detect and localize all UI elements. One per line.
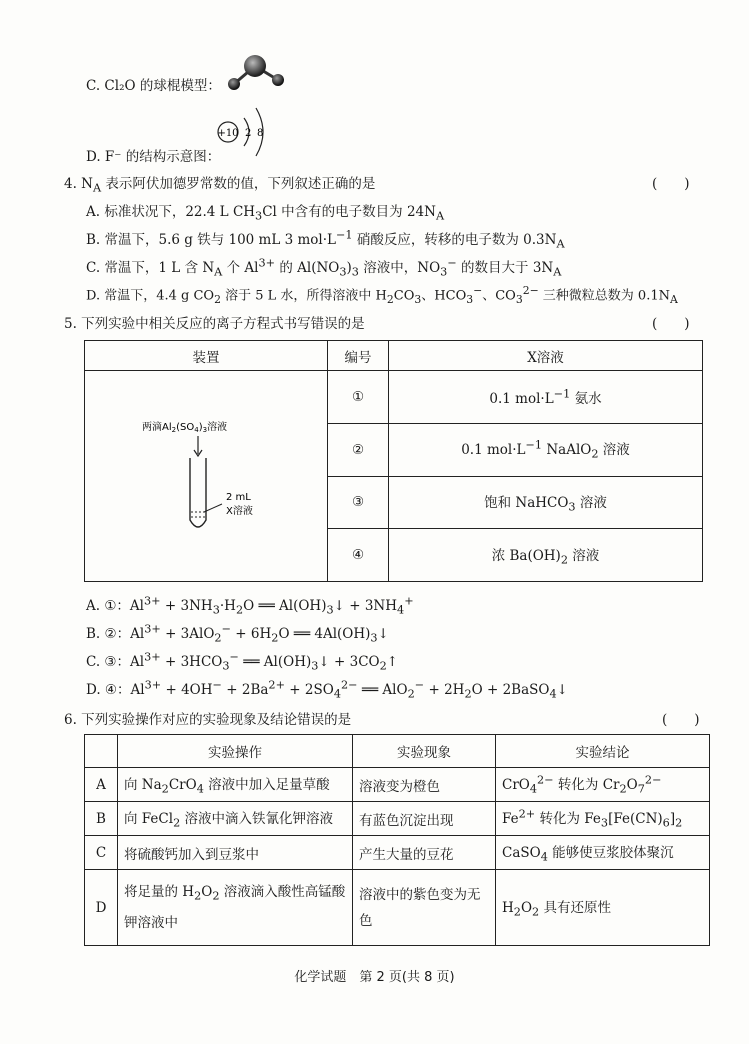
- shell-1-count: 2: [245, 128, 252, 139]
- q6-row-c-con: CaSO$_4$ 能够使豆浆胶体聚沉: [496, 836, 710, 870]
- volume-label: 2 mL: [226, 492, 251, 503]
- q6-row-b-con: $Fe^{2+}$ 转化为 $Fe_3[Fe(CN)_6]_2$: [496, 802, 710, 836]
- q5-table: [84, 340, 703, 582]
- q5-option-c: C. ③：$Al^{3+} + 3HCO_3^-$ ══ $Al(OH)_3↓$ + $3CO_2↑$: [86, 650, 399, 673]
- q5-option-a: A. ①：$Al^{3+} + 3NH_3\cdot H_2O$ ══ $Al(OH)_3↓ + 3NH_4^+$: [86, 594, 414, 617]
- q6-row-c-ph: 产生大量的豆花: [353, 836, 496, 870]
- q3-option-d: D. F⁻ 的结构示意图：: [86, 149, 221, 165]
- q5-header-apparatus: 装置: [85, 341, 328, 371]
- q4-stem: 4. $N_A$ 表示阿伏加德罗常数的值，下列叙述正确的是: [64, 176, 376, 195]
- q4-option-c: C. 常温下，1 L 含 $N_A$ 个 $Al^{3+}$ 的 $Al(NO_3)_3$ 溶液中，$NO_3^-$ 的数目大于 $3N_A$: [86, 256, 562, 279]
- q6-header-blank: [85, 735, 118, 768]
- q5-row-2-num: ②: [328, 423, 389, 476]
- q6-header-operation: 实验操作: [118, 735, 353, 768]
- q6-row-a-con: CrO$_4^{2-}$ 转化为 $Cr_2O_7^{2-}$: [496, 768, 710, 802]
- q4-option-b: B. 常温下，5.6 g 铁与 100 mL 3 $mol\cdot L^{-1}$ 硝酸反应，转移的电子数为 $0.3N_A$: [86, 228, 565, 251]
- q6-answer-paren: ( ): [662, 712, 700, 728]
- q6-stem: 6. 下列实验操作对应的实验现象及结论错误的是: [64, 712, 352, 728]
- nucleus-charge: +10: [217, 128, 239, 139]
- page-footer: 化学试题 第 2 页(共 8 页): [294, 970, 455, 985]
- q6-row-d-label: D: [85, 870, 118, 946]
- q5-row-4-num: ④: [328, 529, 389, 582]
- q5-stem: 5. 下列实验中相关反应的离子方程式书写错误的是: [64, 316, 365, 332]
- atom-structure-diagram: [214, 100, 274, 166]
- q6-row-d-ph: 溶液中的紫色变为无色: [353, 870, 496, 946]
- q5-row-2-sol: 0.1 $mol\cdot L^{-1}$ NaAlO$_2$ 溶液: [389, 423, 703, 476]
- q6-row-b-label: B: [85, 802, 118, 836]
- q5-option-d: D. ④：$Al^{3+} + 4OH^- + 2Ba^{2+} + 2SO_4^{2-}$ ══ $AlO_2^- + 2H_2O$ + 2BaSO$_4$↓: [86, 678, 568, 701]
- ball-stick-model-icon: [220, 52, 290, 96]
- q5-row-3-num: ③: [328, 476, 389, 529]
- q5-header-number: 编号: [328, 341, 389, 371]
- q6-row-c-label: C: [85, 836, 118, 870]
- q6-header-phenomenon: 实验现象: [353, 735, 496, 768]
- q5-row-4-sol: 浓 $Ba(OH)_2$ 溶液: [389, 529, 703, 582]
- q5-row-1-sol: 0.1 $mol\cdot L^{-1}$ 氨水: [389, 371, 703, 424]
- q6-header-conclusion: 实验结论: [496, 735, 710, 768]
- q5-row-3-sol: 饱和 NaHCO$_3$ 溶液: [389, 476, 703, 529]
- q6-row-c-op: 将硫酸钙加入到豆浆中: [118, 836, 353, 870]
- q6-row-b-ph: 有蓝色沉淀出现: [353, 802, 496, 836]
- q5-answer-paren: ( ): [652, 316, 690, 332]
- q4-answer-paren: ( ): [652, 176, 690, 192]
- q5-row-1-num: ①: [328, 371, 389, 424]
- q6-row-b-op: 向 FeCl$_2$ 溶液中滴入铁氰化钾溶液: [118, 802, 353, 836]
- q5-option-b: B. ②：$Al^{3+} + 3AlO_2^- + 6H_2O$ ══ $4Al(OH)_3↓$: [86, 622, 389, 645]
- shell-2-count: 8: [257, 128, 264, 139]
- q6-row-d-op: 将足量的 $H_2O_2$ 溶液滴入酸性高锰酸钾溶液中: [118, 870, 353, 946]
- q5-apparatus-cell: [85, 371, 328, 582]
- test-tube-diagram: [86, 372, 326, 580]
- x-solution-label: X溶液: [226, 506, 253, 517]
- q6-row-a-op: 向 $Na_2CrO_4$ 溶液中加入足量草酸: [118, 768, 353, 802]
- q4-option-d: D. 常温下，4.4 g $CO_2$ 溶于 5 L 水，所得溶液中 $H_2CO_3$、$HCO_3^-$、$CO_3^{2-}$ 三种微粒总数为 $0.1N_A$: [86, 284, 678, 306]
- q3-option-c: C. Cl₂O 的球棍模型：: [86, 78, 221, 94]
- drop-label: 两滴$Al_2(SO_4)_3$溶液: [142, 422, 228, 434]
- q6-row-d-con: $H_2O_2$ 具有还原性: [496, 870, 710, 946]
- q4-option-a: A. 标准状况下，22.4 L $CH_3Cl$ 中含有的电子数目为 $24N_A$: [86, 204, 445, 223]
- q6-table: [84, 734, 710, 946]
- q6-row-a-ph: 溶液变为橙色: [353, 768, 496, 802]
- q5-header-solution: X溶液: [389, 341, 703, 371]
- q6-row-a-label: A: [85, 768, 118, 802]
